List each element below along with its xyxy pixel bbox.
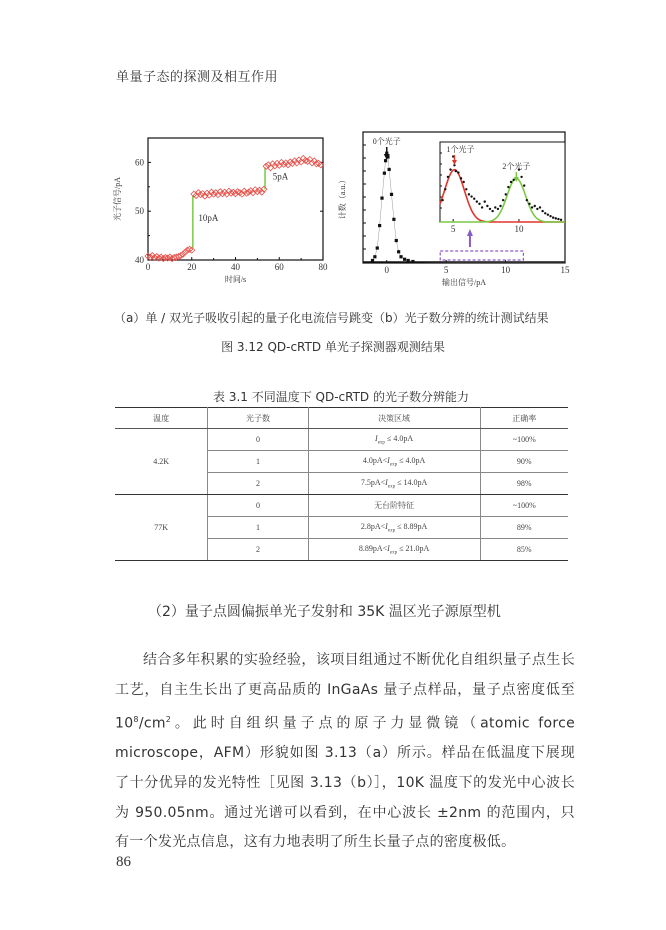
inset-data-point bbox=[505, 193, 507, 195]
x-tick-label: 5 bbox=[443, 265, 449, 275]
inset-annotation: 2个光子 bbox=[502, 162, 531, 171]
inset-data-point bbox=[526, 199, 528, 201]
cell-decision-region bbox=[308, 473, 480, 495]
data-point bbox=[383, 172, 386, 175]
para-sup-1: 8 bbox=[133, 715, 139, 725]
figure-subcaption: （a）单 / 双光子吸收引起的量子化电流信号跳变（b）光子数分辨的统计测试结果 bbox=[114, 311, 549, 325]
x-tick-label: 80 bbox=[318, 262, 328, 272]
inset-data-point bbox=[468, 193, 470, 195]
inset-data-point bbox=[486, 205, 488, 207]
table-caption: 表 3.1 不同温度下 QD-cRTD 的光子数分辨能力 bbox=[213, 390, 469, 404]
inset-data-point bbox=[441, 199, 443, 201]
inset-data-point bbox=[507, 186, 509, 188]
data-point bbox=[376, 246, 379, 249]
inset-data-point bbox=[541, 210, 543, 212]
inset-data-point bbox=[531, 206, 533, 208]
inset-data-point bbox=[473, 198, 475, 200]
inset-data-point bbox=[447, 176, 449, 178]
cell-accuracy: 98% bbox=[480, 473, 568, 495]
data-point bbox=[390, 193, 393, 196]
inset-data-point bbox=[470, 195, 472, 197]
inset-data-point bbox=[523, 184, 525, 186]
body-paragraph bbox=[115, 646, 575, 858]
region-subscript: exp bbox=[389, 550, 398, 556]
cell-photon-count: 2 bbox=[208, 473, 308, 495]
inset-data-point bbox=[520, 176, 522, 178]
x-axis-label: 输出信号/pA bbox=[442, 278, 486, 287]
y-tick-label: 40 bbox=[135, 255, 144, 265]
inset-data-point bbox=[528, 203, 530, 205]
inset-data-point bbox=[449, 168, 451, 170]
cell-temperature: 77K bbox=[115, 495, 208, 561]
inset-x-tick-label: 5 bbox=[450, 224, 456, 234]
inset-data-point bbox=[544, 212, 546, 214]
figure-caption: 图 3.12 QD-cRTD 单光子探测器观测结果 bbox=[221, 340, 445, 354]
inset-data-point bbox=[484, 200, 486, 202]
region-variable: I bbox=[387, 543, 390, 553]
inset-data-point bbox=[555, 217, 557, 219]
cell-accuracy: ~100% bbox=[480, 429, 568, 451]
region-lower: 8.89pA< bbox=[358, 543, 388, 553]
region-upper: ≤ 21.0pA bbox=[397, 543, 430, 553]
inset-data-point bbox=[499, 205, 501, 207]
inset-x-tick-label: 10 bbox=[514, 224, 524, 234]
header-temperature: 温度 bbox=[115, 408, 208, 429]
header-photon-count: 光子数 bbox=[208, 408, 308, 429]
y-tick-label: 60 bbox=[135, 157, 144, 168]
cell-accuracy: ~100% bbox=[480, 495, 568, 517]
inset-data-point bbox=[547, 214, 549, 216]
inset-data-point bbox=[549, 215, 551, 217]
inset-data-point bbox=[552, 216, 554, 218]
inset-data-point bbox=[560, 219, 562, 221]
inset-data-point bbox=[457, 171, 459, 173]
cell-photon-count: 0 bbox=[208, 429, 308, 451]
inset-data-point bbox=[494, 206, 496, 208]
table-row bbox=[115, 429, 568, 451]
inset-data-point bbox=[489, 208, 491, 210]
cell-accuracy: 89% bbox=[480, 517, 568, 539]
region-variable: I bbox=[375, 433, 378, 443]
inset-data-point bbox=[557, 218, 559, 220]
x-axis-label: 时间/s bbox=[224, 275, 247, 284]
data-point bbox=[399, 255, 402, 258]
data-point bbox=[403, 258, 406, 261]
header-decision-region: 决策区域 bbox=[308, 408, 480, 429]
region-subscript: exp bbox=[387, 484, 396, 490]
inset-data-point bbox=[512, 179, 514, 181]
cell-decision-region: 无台阶特征 bbox=[308, 495, 480, 517]
inset-data-point bbox=[478, 203, 480, 205]
figure-a-current-steps-chart bbox=[108, 130, 333, 290]
inset-annotation: 1个光子 bbox=[446, 145, 475, 154]
annotation-0-photon: 0个光子 bbox=[372, 137, 401, 146]
cell-photon-count: 1 bbox=[208, 517, 308, 539]
x-tick-label: 0 bbox=[384, 265, 390, 275]
x-tick-label: 40 bbox=[231, 262, 240, 272]
data-point bbox=[388, 168, 391, 171]
para-text-3: 。此时自组织量子点的原子力显微镜（atomic force microscope，AFM）形貌如图 3.13（a）所示。样品在低温度下展现了十分优异的发光特性［见图 3.13（b）］，10K 温度下的发光中心波长为 950.05nm。通过光谱可以看到，在中心波长 ±2nm 的范围内，只有一个发光点信息，这有力地表明了所生长量子点的密度极低。 bbox=[115, 715, 575, 851]
inset-data-point bbox=[491, 210, 493, 212]
cell-photon-count: 2 bbox=[208, 539, 308, 561]
y-axis-label: 光子信号/pA bbox=[113, 177, 122, 221]
para-text-2: /cm bbox=[138, 715, 166, 732]
region-subscript: exp bbox=[387, 528, 396, 534]
plot-frame bbox=[148, 138, 323, 260]
inset-data-point bbox=[444, 188, 446, 190]
cell-photon-count: 1 bbox=[208, 451, 308, 473]
cell-decision-region bbox=[308, 451, 480, 473]
region-subscript: exp bbox=[389, 462, 398, 468]
region-variable: I bbox=[387, 455, 390, 465]
x-tick-label: 15 bbox=[560, 265, 570, 275]
inset-data-point bbox=[539, 206, 541, 208]
table-row bbox=[115, 495, 568, 517]
data-point bbox=[380, 197, 383, 200]
data-point bbox=[397, 250, 400, 253]
region-lower: 2.8pA< bbox=[360, 521, 386, 531]
photon-resolution-table bbox=[115, 407, 568, 561]
section-heading: （2）量子点圆偏振单光子发射和 35K 温区光子源原型机 bbox=[148, 604, 501, 620]
x-tick-label: 0 bbox=[145, 262, 151, 272]
page-number: 86 bbox=[116, 854, 131, 870]
region-upper: ≤ 4.0pA bbox=[397, 455, 426, 465]
inset-data-point bbox=[465, 188, 467, 190]
annotation-label: 10pA bbox=[198, 212, 219, 223]
cell-photon-count: 0 bbox=[208, 495, 308, 517]
region-upper: ≤ 8.89pA bbox=[395, 521, 428, 531]
x-tick-label: 20 bbox=[187, 262, 197, 272]
data-point bbox=[392, 218, 395, 221]
region-upper: ≤ 14.0pA bbox=[395, 477, 428, 487]
inset-data-point bbox=[481, 206, 483, 208]
region-variable: I bbox=[385, 477, 388, 487]
inset-data-point bbox=[536, 208, 538, 210]
region-subscript: exp bbox=[377, 440, 385, 446]
inset-chart bbox=[440, 142, 565, 234]
y-tick-label: 50 bbox=[135, 206, 144, 217]
cell-accuracy: 85% bbox=[480, 539, 568, 561]
inset-data-point bbox=[462, 181, 464, 183]
inset-data-point bbox=[502, 199, 504, 201]
inset-data-point bbox=[460, 177, 462, 179]
inset-data-point bbox=[455, 170, 457, 172]
x-tick-label: 60 bbox=[274, 262, 284, 272]
para-text-1: 结合多年积累的实验经验，该项目组通过不断优化自组织量子点生长工艺，自主生长出了更高品质的 InGaAs 量子点样品，量子点密度低至 10 bbox=[115, 652, 575, 732]
cell-temperature: 4.2K bbox=[115, 429, 208, 495]
table-header-row bbox=[115, 408, 568, 429]
inset-data-point bbox=[476, 200, 478, 202]
running-head: 单量子态的探测及相互作用 bbox=[116, 70, 279, 85]
region-variable: I bbox=[385, 521, 388, 531]
region-upper: ≤ 4.0pA bbox=[384, 433, 414, 443]
annotation-label: 5pA bbox=[272, 171, 289, 182]
figure-b-photon-number-histogram bbox=[333, 130, 578, 290]
inset-frame bbox=[440, 142, 565, 222]
cell-accuracy: 90% bbox=[480, 451, 568, 473]
cell-decision-region bbox=[308, 429, 480, 451]
para-sup-2: 2 bbox=[165, 715, 172, 725]
cell-decision-region bbox=[308, 517, 480, 539]
x-tick-label: 10 bbox=[501, 265, 511, 275]
region-lower: 4.0pA< bbox=[362, 455, 388, 465]
y-axis-label: 计数（a.u.） bbox=[338, 175, 347, 220]
region-lower: 7.5pA< bbox=[360, 477, 386, 487]
data-point bbox=[395, 239, 398, 242]
inset-data-point bbox=[534, 205, 536, 207]
data-point bbox=[378, 224, 381, 227]
inset-data-point bbox=[497, 208, 499, 210]
data-point bbox=[373, 255, 376, 258]
cell-decision-region bbox=[308, 539, 480, 561]
header-accuracy: 正确率 bbox=[480, 408, 568, 429]
inset-data-point bbox=[510, 181, 512, 183]
